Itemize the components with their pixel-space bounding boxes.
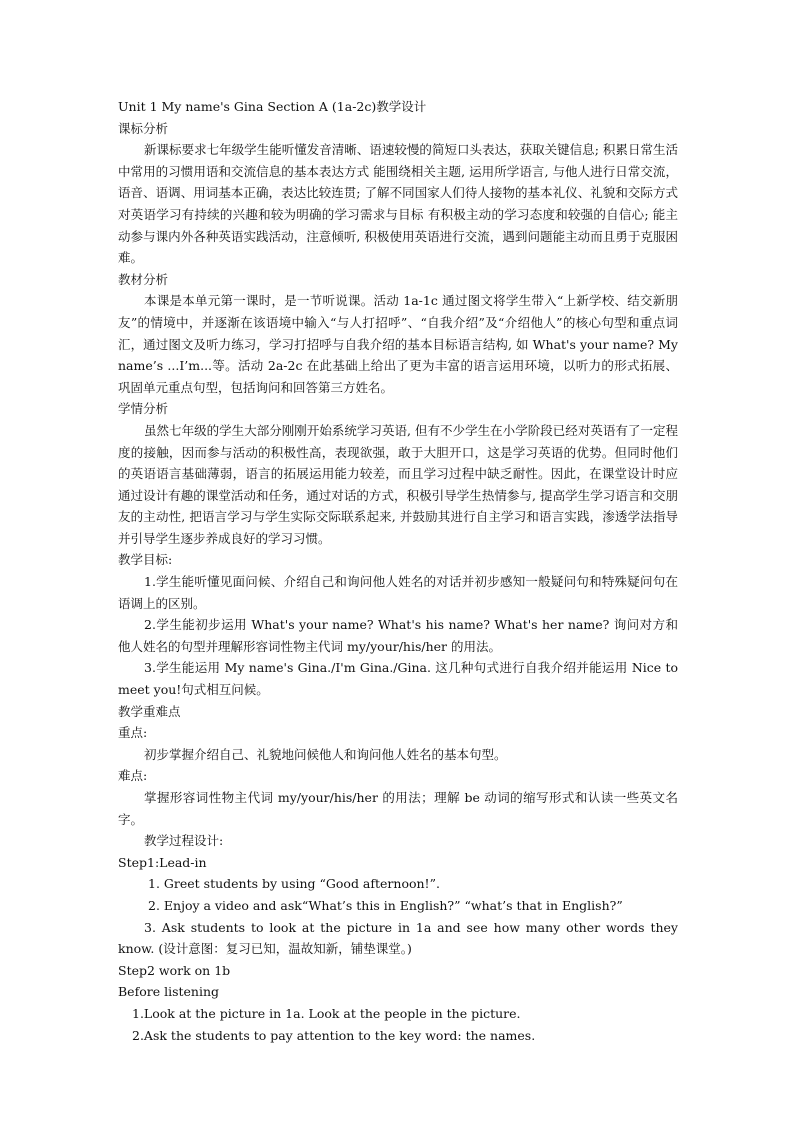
- section-heading-students: 学情分析: [118, 401, 169, 417]
- step2-item: 2.Ask the students to pay attention to the key word: the names.: [132, 1027, 536, 1043]
- step1-item: 1. Greet students by using “Good afternoon!”.: [148, 876, 440, 892]
- students-paragraph: 虽然七年级的学生大部分刚刚开始系统学习英语, 但有不少学生在小学阶段已经对英语有了一定程度的接触，因而参与活动的积极性高，表现欲强，敢于大胆开口，这是学习英语的优势。但同时他们的英语语言基础薄弱，语言的拓展运用能力较差，而且学习过程中缺乏耐性。因此，在课堂设计时应通过设计有趣的课堂活动和任务，通过对话的方式，积极引导学生热情参与, 提高学生学习语言和交朋友的主动性, 把语言学习与学生实际交际联系起来, 并鼓励其进行自主学习和语言实践，渗透学法指导并引导学生逐步养成良好的学习习惯。: [118, 422, 678, 546]
- objective-item: 3.学生能运用 My name's Gina./I'm Gina./Gina. 这几种句式进行自我介绍并能运用 Nice to meet you!句式相互问候。: [118, 660, 678, 698]
- section-heading-material: 教材分析: [118, 271, 169, 287]
- document-title: Unit 1 My name's Gina Section A (1a-2c)教学设计: [118, 99, 427, 114]
- step2-item: 1.Look at the picture in 1a. Look at the people in the picture.: [132, 1005, 521, 1021]
- step2-title: Step2 work on 1b: [118, 962, 231, 978]
- difficulty-text: 掌握形容词性物主代词 my/your/his/her 的用法；理解 be 动词的缩写形式和认读一些英文名字。: [118, 790, 678, 827]
- objective-item: 1.学生能听懂见面问候、介绍自己和询问他人姓名的对话并初步感知一般疑问句和特殊疑问句在语调上的区别。: [118, 574, 678, 611]
- key-label: 重点:: [118, 725, 148, 741]
- document-page: [118, 96, 678, 1046]
- step2-subheading: Before listening: [118, 984, 220, 1000]
- key-text: 初步掌握介绍自己、礼貌地问候他人和询问他人姓名的基本句型。: [144, 746, 507, 762]
- section-heading-keypoints: 教学重难点: [118, 703, 181, 719]
- objective-item: 2.学生能初步运用 What's your name? What's his name? What's her name? 询问对方和他人姓名的句型并理解形容词性物主代词 my/your/his/her 的用法。: [118, 617, 678, 654]
- curriculum-paragraph: 新课标要求七年级学生能听懂发音清晰、语速较慢的简短口头表达，获取关键信息; 积累日常生活中常用的习惯用语和交流信息的基本表达方式 能围绕相关主题, 运用所学语言, 与他人进行日常交流，语音、语调、用词基本正确，表达比较连贯; 了解不同国家人们待人接物的基本礼仪、礼貌和交际方式 对英语学习有持续的兴趣和较为明确的学习需求与目标 有积极主动的学习态度和较强的自信心; 能主动参与课内外各种英语实践活动，注意倾听, 积极使用英语进行交流，遇到问题能主动而且勇于克服困难。: [118, 142, 678, 266]
- step1-title: Step1:Lead-in: [118, 854, 207, 870]
- difficulty-label: 难点:: [118, 768, 148, 784]
- section-heading-objectives: 教学目标:: [118, 552, 173, 568]
- material-paragraph: 本课是本单元第一课时，是一节听说课。活动 1a-1c 通过图文将学生带入“上新学校、结交新朋友”的情境中，并逐渐在该语境中输入“与人打招呼”、“自我介绍”及“介绍他人”的核心句型和重点词汇，通过图文及听力练习，学习打招呼与自我介绍的基本目标语言结构, 如 What's your name? My name’s ...I’m...等。活动 2a-2c 在此基础上给出了更为丰富的语言运用环境，以听力的形式拓展、巩固单元重点句型，包括询问和回答第三方姓名。: [118, 293, 678, 395]
- step1-item: 3. Ask students to look at the picture in 1a and see how many other words they know. (设计意图：复习已知，温故知新，铺垫课堂。): [118, 919, 678, 957]
- section-heading-curriculum: 课标分析: [118, 120, 169, 136]
- step1-item: 2. Enjoy a video and ask“What’s this in English?” “what’s that in English?”: [148, 897, 623, 913]
- section-heading-process: 教学过程设计:: [144, 833, 224, 849]
